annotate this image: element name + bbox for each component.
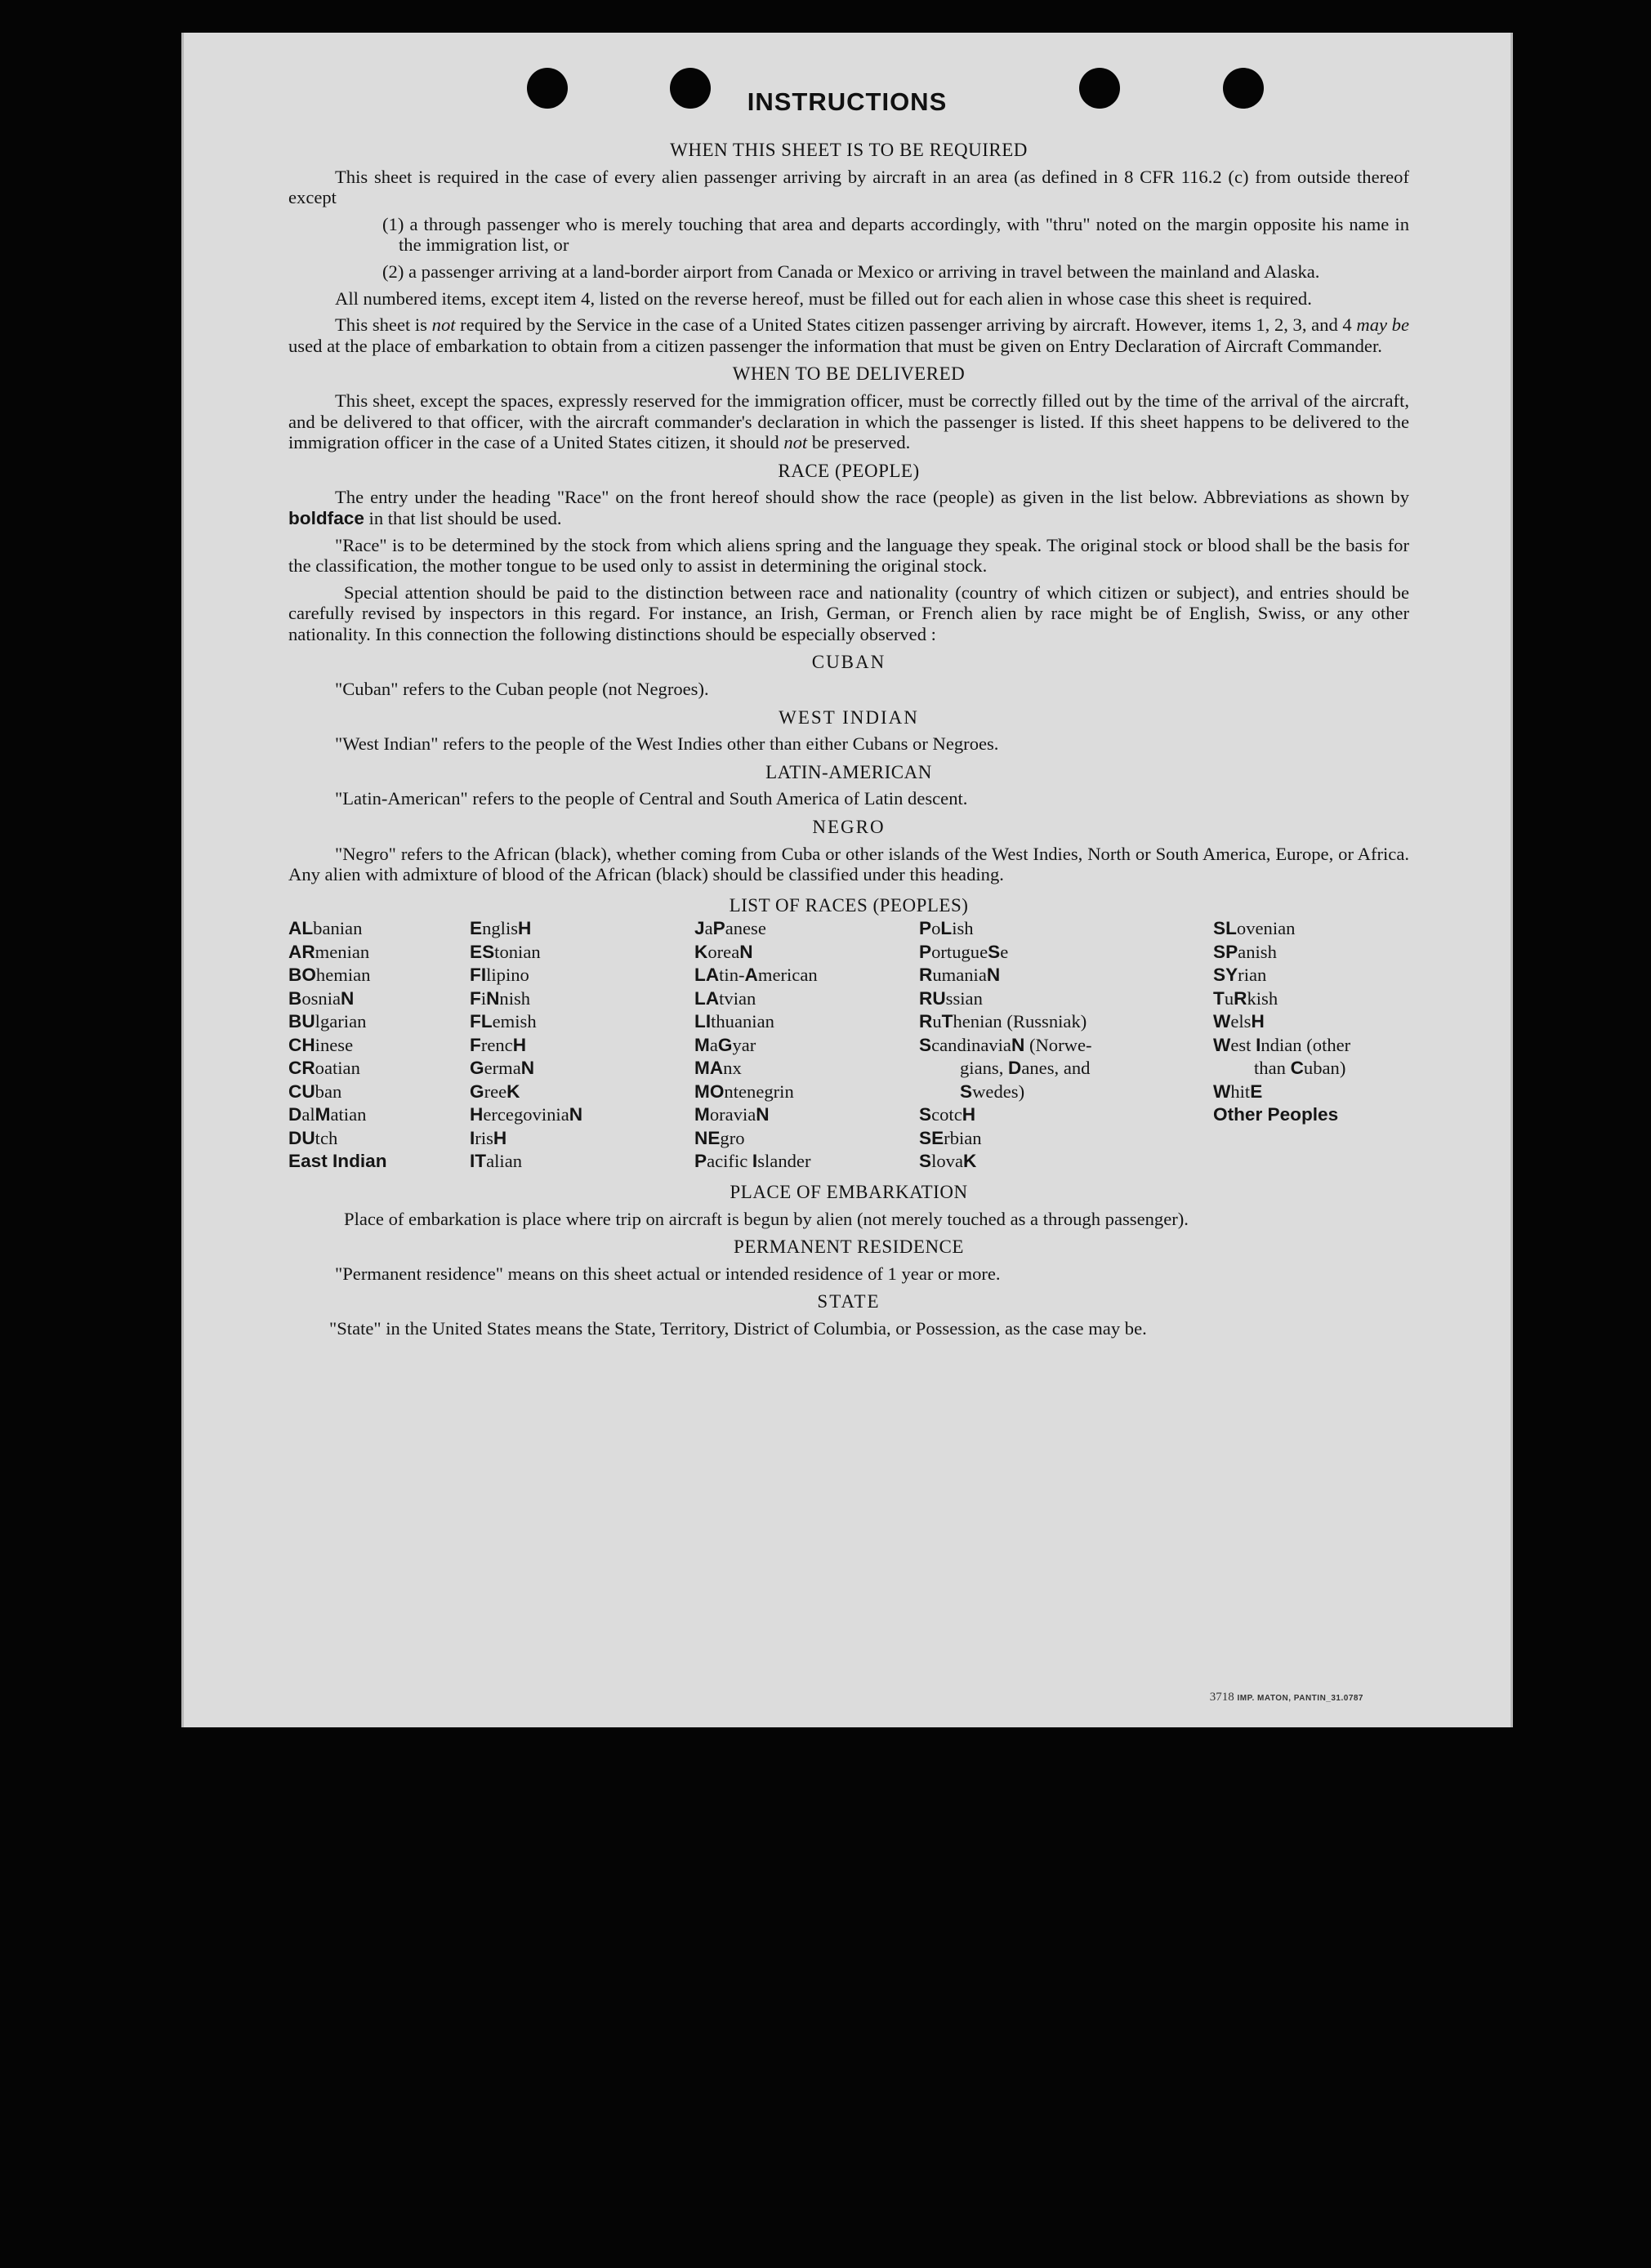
- race-entry: LIthuanian: [694, 1011, 774, 1032]
- heading-residence: PERMANENT RESIDENCE: [734, 1236, 964, 1258]
- race-entry: ITalian: [470, 1151, 523, 1172]
- para-race-stock: "Race" is to be determined by the stock from which aliens spring and the language they speak. The original stock or blood shall be the basis for the classification, the mother tongue to be used only to assist in determining the original stock.: [288, 534, 1409, 577]
- para-delivery: This sheet, except the spaces, expressly reserved for the immigration officer, must be correctly filled out by the time of the arrival of the aircraft, and be delivered to that officer, with the aircraft commander's declaration in which the passenger is listed. If this sheet happens to be delivered to the immigration officer in the case of a United States citizen, it should not be preserved.: [288, 390, 1409, 453]
- race-entry: DUtch: [288, 1127, 338, 1148]
- race-entry: NEgro: [694, 1127, 745, 1148]
- race-entry: FIlipino: [470, 965, 529, 986]
- race-entry: than Cuban): [1254, 1058, 1346, 1079]
- race-entry: FrencH: [470, 1034, 527, 1055]
- race-entry: MaGyar: [694, 1034, 756, 1055]
- exception-item-2: (2) a passenger arriving at a land-border airport from Canada or Mexico or arriving in travel between the mainland and Alaska.: [382, 261, 1320, 282]
- page-title: INSTRUCTIONS: [747, 87, 948, 116]
- race-entry: GreeK: [470, 1081, 520, 1102]
- para-embarkation: Place of embarkation is place where trip on aircraft is begun by alien (not merely touched as a through passenger).: [344, 1208, 1189, 1229]
- para-latin-american: "Latin-American" refers to the people of Central and South America of Latin descent.: [335, 788, 968, 809]
- heading-cuban: CUBAN: [811, 652, 886, 673]
- heading-embarkation: PLACE OF EMBARKATION: [730, 1181, 968, 1202]
- race-entry: HercegoviniaN: [470, 1104, 583, 1125]
- race-list: [288, 917, 1409, 1174]
- race-entry: IrisH: [470, 1127, 507, 1148]
- race-entry: PortugueSe: [919, 941, 1009, 962]
- race-column: [919, 917, 1213, 1174]
- form-number: 3718: [1209, 1691, 1234, 1704]
- race-entry: DalMatian: [288, 1104, 367, 1125]
- race-entry: RuThenian (Russniak): [919, 1011, 1087, 1032]
- para-west-indian: "West Indian" refers to the people of the West Indies other than either Cubans or Negroes.: [335, 733, 999, 755]
- para-numbered-items: All numbered items, except item 4, listed on the reverse hereof, must be filled out for each alien in whose case this sheet is required.: [335, 287, 1312, 309]
- para-residence: "Permanent residence" means on this sheet actual or intended residence of 1 year or more.: [335, 1263, 1001, 1284]
- race-entry: SErbian: [919, 1127, 982, 1148]
- heading-latin-american: LATIN-AMERICAN: [765, 761, 932, 782]
- race-entry: JaPanese: [694, 918, 766, 939]
- race-entry: WhitE: [1213, 1081, 1263, 1102]
- heading-state: STATE: [817, 1291, 881, 1312]
- heading-when-delivered: WHEN TO BE DELIVERED: [732, 363, 966, 385]
- instruction-sheet: [181, 33, 1513, 1727]
- race-entry: FLemish: [470, 1011, 537, 1032]
- race-column: [288, 917, 470, 1174]
- race-entry: SlovaK: [919, 1151, 977, 1172]
- heading-list-of-races: LIST OF RACES (PEOPLES): [729, 894, 969, 916]
- race-entry: ARmenian: [288, 941, 370, 962]
- instructions-body: [288, 132, 1409, 1344]
- para-state: "State" in the United States means the State, Territory, District of Columbia, or Possession, as the case may be.: [329, 1317, 1147, 1339]
- print-footer: [1210, 1691, 1363, 1704]
- race-entry: gians, Danes, and: [960, 1058, 1091, 1079]
- race-entry: BOhemian: [288, 965, 371, 986]
- para-intro: This sheet is required in the case of every alien passenger arriving by aircraft in an area (as defined in 8 CFR 116.2 (c) from outside thereof except: [288, 166, 1409, 208]
- para-race-entry: The entry under the heading "Race" on the front hereof should show the race (people) as given in the list below. Abbreviations as shown by boldface in that list should be used.: [288, 487, 1409, 528]
- race-entry: Swedes): [960, 1081, 1025, 1102]
- race-entry: SPanish: [1213, 941, 1277, 962]
- exception-item-1: (1) a through passenger who is merely touching that area and departs accordingly, with "thru" noted on the margin opposite his name in the immigration list, or: [382, 213, 1409, 256]
- para-citizen: This sheet is not required by the Service in the case of a United States citizen passenger arriving by aircraft. However, items 1, 2, 3, and 4 may be used at the place of embarkation to obtain from a citizen passenger the information that must be given on Entry Declaration of Aircraft Commander.: [288, 314, 1409, 356]
- race-entry: SLovenian: [1213, 918, 1296, 939]
- race-column: [1213, 917, 1409, 1174]
- para-race-nationality: Special attention should be paid to the distinction between race and nationality (country of which citizen or subject), and entries should be carefully revised by inspectors in this regard. For instance, an Irish, German, or French alien by race might be of English, Swiss, or any other nationality. In this connection the following distinctions should be especially observed :: [288, 581, 1409, 644]
- race-entry: GermaN: [470, 1058, 535, 1079]
- race-entry: EStonian: [470, 941, 541, 962]
- heading-when-required: WHEN THIS SHEET IS TO BE REQUIRED: [670, 140, 1028, 160]
- heading-negro: NEGRO: [812, 817, 886, 838]
- race-entry: Other Peoples: [1213, 1104, 1339, 1125]
- race-entry: SYrian: [1213, 965, 1267, 986]
- heading-west-indian: WEST INDIAN: [779, 706, 919, 728]
- race-entry: MoraviaN: [694, 1104, 770, 1125]
- race-column: [470, 917, 694, 1174]
- race-column: [694, 917, 919, 1174]
- race-entry: West Indian (other: [1213, 1034, 1351, 1055]
- race-entry: RUssian: [919, 987, 983, 1009]
- race-entry: BosniaN: [288, 987, 355, 1009]
- race-entry: PoLish: [919, 918, 974, 939]
- race-entry: East Indian: [288, 1151, 387, 1172]
- para-negro: "Negro" refers to the African (black), whether coming from Cuba or other islands of the West Indies, North or South America, Europe, or Africa. Any alien with admixture of blood of the African (black) should be classified under this heading.: [288, 843, 1409, 885]
- race-entry: TuRkish: [1213, 987, 1278, 1009]
- race-entry: CRoatian: [288, 1058, 360, 1079]
- race-entry: CHinese: [288, 1034, 354, 1055]
- printer-imprint: IMP. MATON, PANTIN_31.0787: [1237, 1694, 1363, 1703]
- race-entry: LAtvian: [694, 987, 756, 1009]
- race-entry: KoreaN: [694, 941, 753, 962]
- race-entry: RumaniaN: [919, 965, 1001, 986]
- race-entry: ScandinaviaN (Norwe-: [919, 1034, 1092, 1055]
- race-entry: LAtin-American: [694, 965, 818, 986]
- race-entry: BUlgarian: [288, 1011, 367, 1032]
- heading-race: RACE (PEOPLE): [778, 460, 920, 481]
- race-entry: ScotcH: [919, 1104, 976, 1125]
- race-entry: WelsH: [1213, 1011, 1265, 1032]
- race-entry: MOntenegrin: [694, 1081, 794, 1102]
- race-entry: ALbanian: [288, 918, 363, 939]
- race-entry: CUban: [288, 1081, 342, 1102]
- race-entry: FiNnish: [470, 987, 531, 1009]
- race-entry: MAnx: [694, 1058, 742, 1079]
- para-cuban: "Cuban" refers to the Cuban people (not Negroes).: [335, 679, 709, 700]
- race-entry: Pacific Islander: [694, 1151, 811, 1172]
- race-entry: EnglisH: [470, 918, 532, 939]
